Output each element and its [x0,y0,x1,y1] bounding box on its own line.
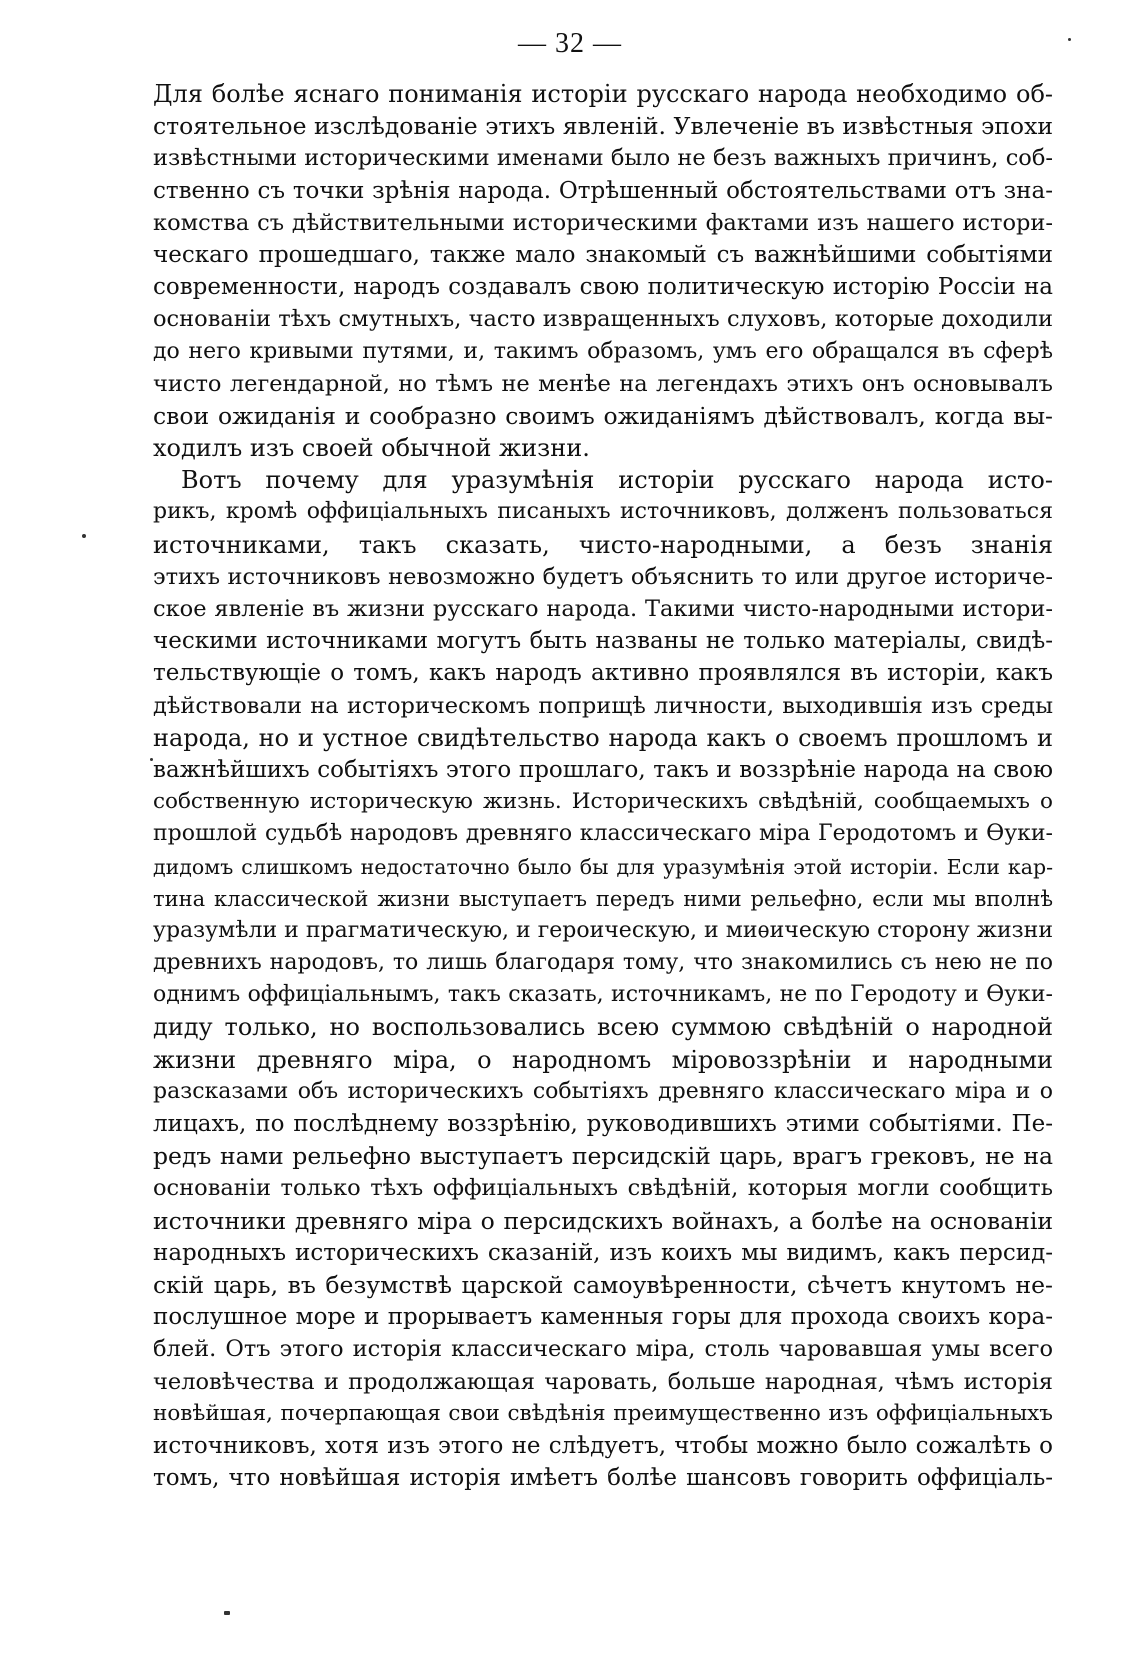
text-line: извѣстными историческими именами было не безъ важныхъ причинъ, соб- [153,145,1053,172]
text-line: человѣчества и продолжающая чаровать, больше народная, чѣмъ исторія [153,1368,1053,1395]
text-line: лицахъ, по послѣднему воззрѣнію, руководившихъ этими событіями. Пе- [153,1111,1053,1137]
text-line: скій царь, въ безумствѣ царской самоувѣренности, сѣчетъ кнутомъ не- [153,1270,1053,1299]
text-line: древнихъ народовъ, то лишь благодаря тому, что знакомились съ нею не по [153,950,1053,976]
text-line: этихъ источниковъ невозможно будетъ объяснить то или другое историче- [153,563,1053,590]
text-line: диду только, но воспользовались всею суммою свѣдѣній о народной [153,1013,1053,1042]
body-text [153,78,1053,1494]
text-line: дидомъ слишкомъ недостаточно было бы для уразумѣнія этой исторіи. Если кар- [153,854,1053,879]
text-line: жизни древняго міра, о народномъ міровоззрѣніи и народными [153,1045,1053,1074]
page-number: — 32 — [518,28,622,59]
text-line: источники древняго міра о персидскихъ войнахъ, а болѣе на основаніи [153,1206,1053,1235]
text-line: ческими источниками могутъ быть названы не только матеріалы, свидѣ- [153,628,1053,655]
text-line: послушное море и прорываетъ каменныя горы для прохода своихъ кора- [153,1304,1053,1331]
text-line: комства съ дѣйствительными историческими фактами изъ нашего истори- [153,209,1053,236]
text-line: народа, но и устное свидѣтельство народа какъ о своемъ прошломъ и [153,723,1053,752]
text-line: прошлой судьбѣ народовъ древняго классическаго міра Геродотомъ и Ѳуки- [153,821,1053,847]
text-line: народныхъ историческихъ сказаній, изъ коихъ мы видимъ, какъ персид- [153,1239,1053,1266]
text-line: ческаго прошедшаго, также мало знакомый съ важнѣйшими событіями [153,241,1053,268]
text-line: ственно съ точки зрѣнія народа. Отрѣшенный обстоятельствами отъ зна- [153,177,1053,204]
text-line: основаніи только тѣхъ оффиціальныхъ свѣдѣній, которыя могли сообщить [153,1175,1053,1202]
text-line: ходилъ изъ своей обычной жизни. [153,434,590,463]
text-line: однимъ оффиціальнымъ, такъ сказать, источникамъ, не по Геродоту и Ѳуки- [153,982,1053,1008]
text-line: уразумѣли и прагматическую, и героическую, и миѳическую сторону жизни [153,917,1053,943]
text-line: Для болѣе яснаго пониманія исторіи русскаго народа необходимо об- [153,80,1053,108]
text-line: современности, народъ создавалъ свою политическую исторію Россіи на [153,274,1053,301]
scan-speck [82,534,86,538]
text-line: блей. Отъ этого исторія классическаго міра, столь чаровавшая умы всего [153,1336,1053,1363]
text-line: источниками, такъ сказать, чисто-народными, а безъ знанія [153,530,1053,559]
scan-speck [224,1611,230,1615]
text-line: собственную историческую жизнь. Историческихъ свѣдѣній, сообщаемыхъ о [153,789,1053,815]
text-line: тельствующіе о томъ, какъ народъ активно проявлялся въ исторіи, какъ [153,660,1053,687]
text-line: стоятельное изслѣдованіе этихъ явленій. Увлеченіе въ извѣстныя эпохи [153,112,1053,141]
text-line: разсказами объ историческихъ событіяхъ древняго классическаго міра и о [153,1078,1053,1104]
scan-speck [150,758,153,761]
text-line: тина классической жизни выступаетъ передъ ними рельефно, если мы вполнѣ [153,886,1053,911]
text-line: редъ нами рельефно выступаетъ персидскій царь, врагъ грековъ, не на [153,1142,1053,1171]
text-line: основаніи тѣхъ смутныхъ, часто извращенныхъ слуховъ, которые доходили [153,306,1053,333]
text-line: новѣйшая, почерпающая свои свѣдѣнія преимущественно изъ оффиціальныхъ [153,1400,1053,1426]
text-line: свои ожиданія и сообразно своимъ ожиданіямъ дѣйствовалъ, когда вы- [153,401,1053,430]
text-line: источниковъ, хотя изъ этого не слѣдуетъ, чтобы можно было сожалѣть о [153,1432,1053,1459]
text-line: важнѣйшихъ событіяхъ этого прошлаго, такъ и воззрѣніе народа на свою [153,756,1053,783]
text-line: до него кривыми путями, и, такимъ образомъ, умъ его обращался въ сферѣ [153,338,1053,364]
text-line: ское явленіе въ жизни русскаго народа. Такими чисто-народными истори- [153,596,1053,622]
text-line: Вотъ почему для уразумѣнія исторіи русскаго народа исто- [181,466,1053,495]
text-line: чисто легендарной, но тѣмъ не менѣе на легендахъ этихъ онъ основывалъ [153,370,1053,397]
text-line: рикъ, кромѣ оффиціальныхъ писаныхъ источниковъ, долженъ пользоваться [153,499,1053,525]
scan-speck [1068,38,1071,41]
text-line: дѣйствовали на историческомъ поприщѣ личности, выходившія изъ среды [153,692,1053,719]
text-line: томъ, что новѣйшая исторія имѣетъ болѣе шансовъ говорить оффиціаль- [153,1465,1053,1492]
